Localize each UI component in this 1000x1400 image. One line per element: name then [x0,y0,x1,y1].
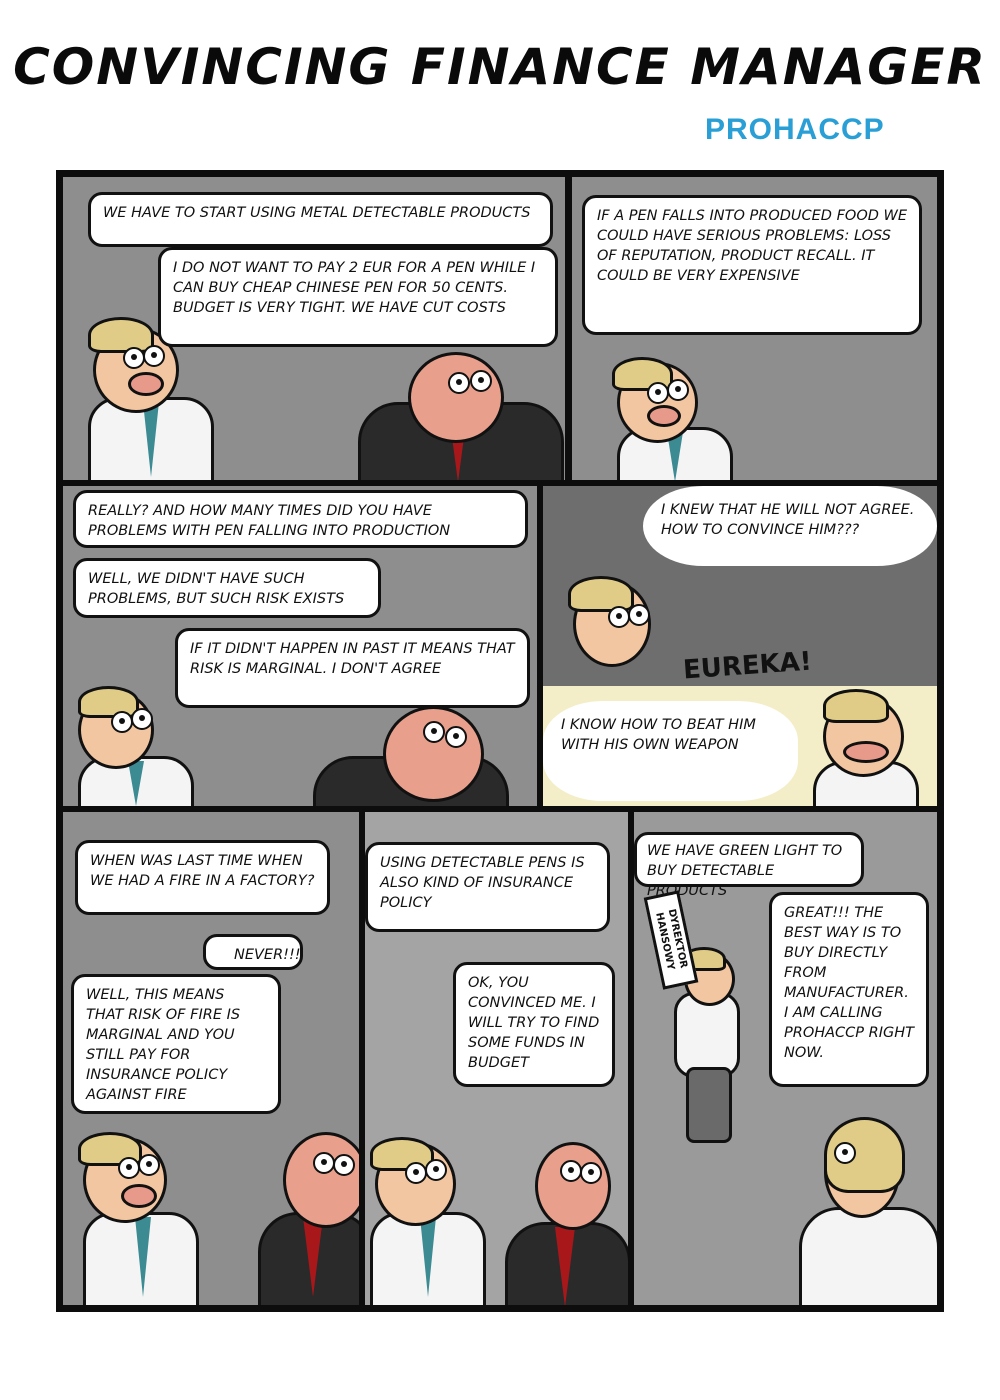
speech-bubble: WE HAVE TO START USING METAL DETECTABLE PRODUCTS [88,192,553,247]
employee-character [558,576,688,686]
door-sign: DYREKTOR HANSOWY [644,890,699,989]
speech-bubble: WELL, THIS MEANS THAT RISK OF FIRE IS MARGINAL AND YOU STILL PAY FOR INSURANCE POLICY AGAINST FIRE [71,974,281,1114]
manager-character [258,1132,359,1302]
speech-bubble: WE HAVE GREEN LIGHT TO BUY DETECTABLE PRODUCTS [634,832,864,887]
speech-bubble: GREAT!!! THE BEST WAY IS TO BUY DIRECTLY FROM MANUFACTURER. I AM CALLING PROHACCP RIGHT NOW. [769,892,929,1087]
speech-bubble: OK, YOU CONVINCED ME. I WILL TRY TO FIND SOME FUNDS IN BUDGET [453,962,615,1087]
panel-2 [572,177,937,480]
speech-bubble: WELL, WE DIDN'T HAVE SUCH PROBLEMS, BUT SUCH RISK EXISTS [73,558,381,618]
employee-character [602,357,782,480]
speech-bubble: REALLY? AND HOW MANY TIMES DID YOU HAVE PROBLEMS WITH PEN FALLING INTO PRODUCTION [73,490,528,548]
speech-bubble: IF IT DIDN'T HAPPEN IN PAST IT MEANS THAT RISK IS MARGINAL. I DON'T AGREE [175,628,530,708]
comic-title: CONVINCING FINANCE MANAGER [13,38,987,96]
comic-page [56,170,944,1312]
manager-character [505,1142,628,1305]
panel-1 [63,177,565,480]
thought-bubble: I KNOW HOW TO BEAT HIM WITH HIS OWN WEAPON [543,701,798,801]
manager-character [313,706,533,806]
speech-bubble: WHEN WAS LAST TIME WHEN WE HAD A FIRE IN A FACTORY? [75,840,330,915]
speech-bubble: IF A PEN FALLS INTO PRODUCED FOOD WE COULD HAVE SERIOUS PROBLEMS: LOSS OF REPUTATION, PRODUCT RECALL. IT COULD BE VERY EXPENSIVE [582,195,922,335]
speech-bubble: USING DETECTABLE PENS IS ALSO KIND OF INSURANCE POLICY [365,842,610,932]
eureka-exclamation: EUREKA! [682,646,813,686]
panel-6 [365,812,628,1305]
employee-character [808,681,928,806]
employee-character [73,1132,213,1302]
manager-character [348,352,565,480]
receptionist-character [784,1112,934,1305]
employee-character [365,1137,495,1305]
prohaccp-logo: PROHACCP [705,113,885,146]
speech-bubble: I DO NOT WANT TO PAY 2 EUR FOR A PEN WHILE I CAN BUY CHEAP CHINESE PEN FOR 50 CENTS. BUDGET IS VERY TIGHT. WE HAVE CUT COSTS [158,247,558,347]
panel-3 [63,486,537,806]
thought-bubble: I KNEW THAT HE WILL NOT AGREE. HOW TO CONVINCE HIM??? [643,486,937,566]
speech-bubble: NEVER!!! [203,934,303,970]
panel-5 [63,812,359,1305]
panel-7 [634,812,937,1305]
panel-4 [543,486,937,806]
